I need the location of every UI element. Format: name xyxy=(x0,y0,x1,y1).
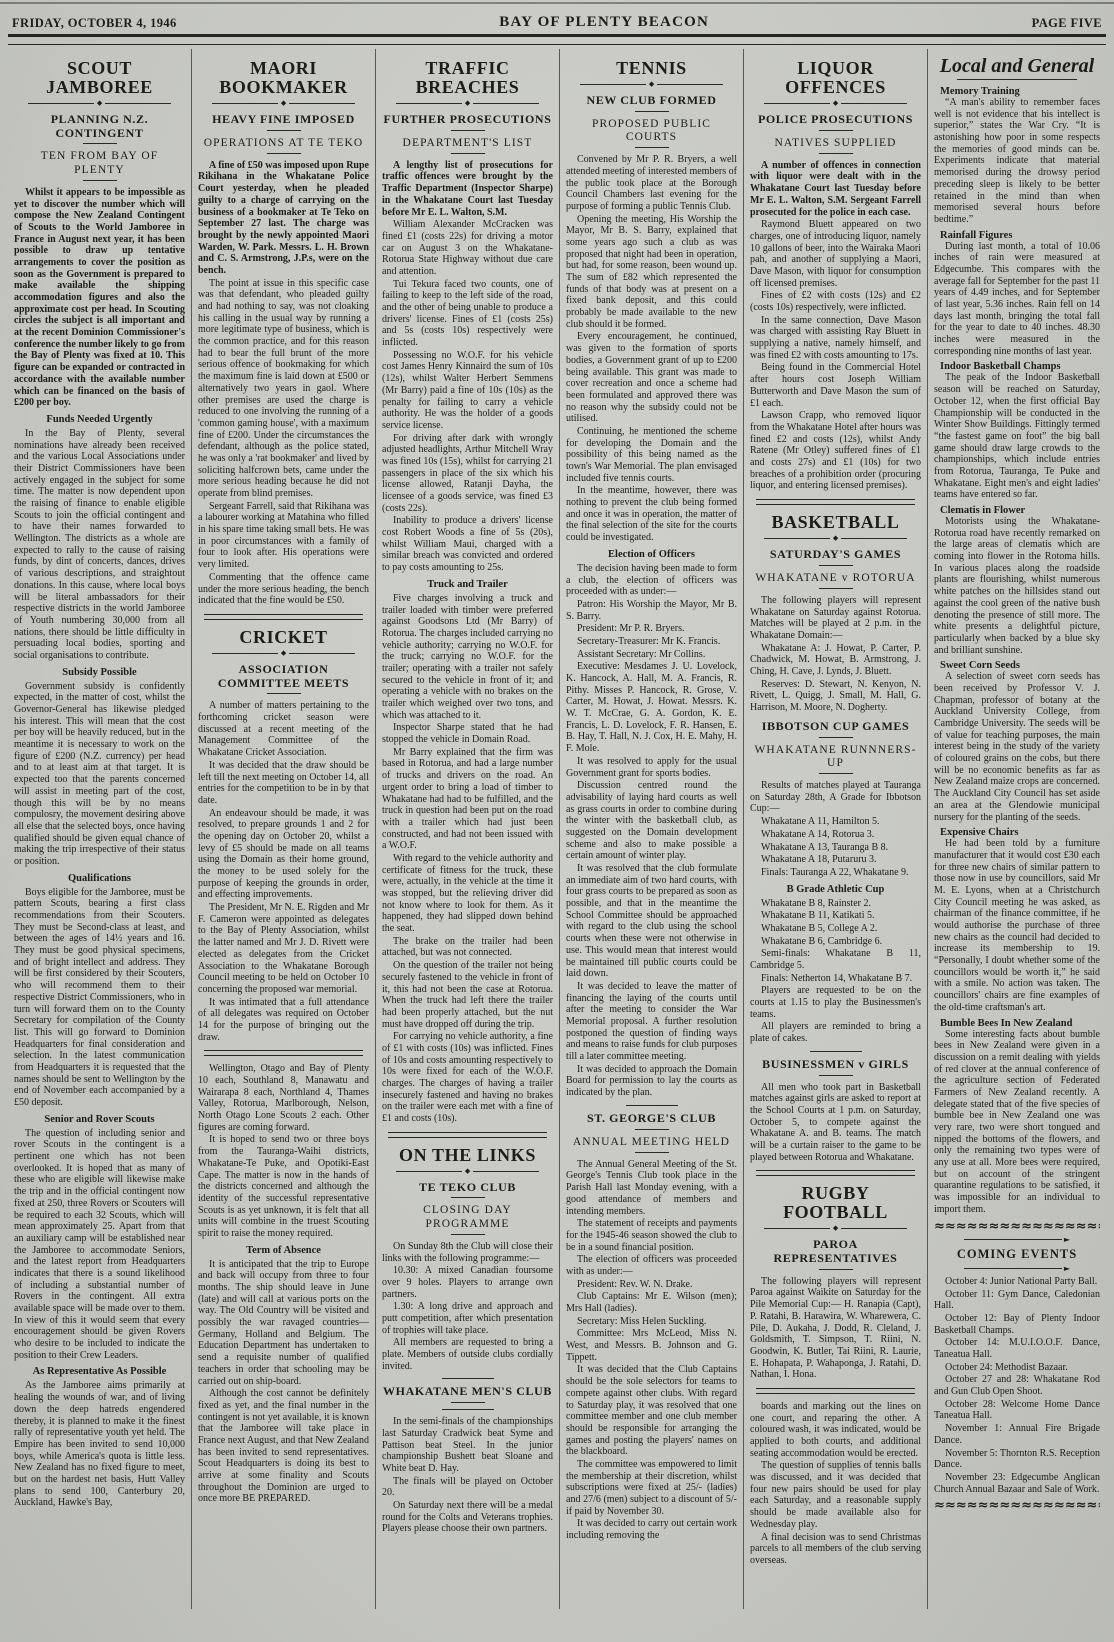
paragraph: October 12: Bay of Plenty Indoor Basketball Champs. xyxy=(934,1312,1100,1336)
section-crosshead: Term of Absence xyxy=(246,1244,321,1256)
paragraph: November 5: Thornton R.S. Reception Dance. xyxy=(934,1447,1100,1471)
paragraph: Five charges involving a truck and trailer loaded with timber were preferred against Goodsons Ltd (Mr Barry) of Rotorua. The charges included carrying no vehicle authority; carrying no W.O.F. for the truck; carrying no W.O.F. for the trailer; operating with a trailer not safely secured to the vehicle in front of it; and operating a vehicle with no brakes on the trailer which weighed over two tons, and which was attached to it. xyxy=(382,592,553,721)
paragraph: The finals will be played on October 20. xyxy=(382,1475,553,1499)
masthead: BAY OF PLENTY BEACON xyxy=(499,14,710,30)
paragraph: Being found in the Commercial Hotel after hours cost Joseph William Butterworth and Dave Mason the sum of £1 each. xyxy=(750,362,921,409)
diamond-ornament-icon: ◆ xyxy=(96,98,103,107)
subhead-rule xyxy=(819,130,853,131)
paragraph: Mr Barry explained that the firm was based in Rotorua, and had a large number of trucks and drivers on the road. An urgent order to bring a load of timber to Whakatane had had to be fulfilled, and the truck in question had been put on the road with a trailer which had just been constructed, and had not been issued with a W.O.F. xyxy=(382,746,553,852)
subhead-rule xyxy=(819,565,853,566)
paragraph: 1.30: A long drive and approach and putt competition, after which presentation of trophies will take place. xyxy=(382,1301,553,1336)
article-headline: ON THE LINKS xyxy=(399,1144,536,1165)
paragraph: Whakatane B 8, Rainster 2. xyxy=(761,897,871,909)
paragraph: A final decision was to send Christmas parcels to all members of the club serving overseas. xyxy=(750,1531,921,1566)
article-subhead: PAROA REPRESENTATIVES xyxy=(773,1237,898,1265)
subhead-rule xyxy=(83,143,117,144)
paragraph: For driving after dark with wrongly adjusted headlights, Arthur Mitchell Wray was fined 10s (15s), whilst for carrying 21 passengers in place of the six which his license allowed, Ratanji Dayha, the licensee of a goods service, was fined £3 (costs 22s). xyxy=(382,432,553,514)
diamond-ornament-icon: ◆ xyxy=(280,648,287,657)
paragraph: The brake on the trailer had been attached, but was not connected. xyxy=(382,935,553,959)
subhead-rule xyxy=(819,588,853,589)
paragraph: October 24: Methodist Bazaar. xyxy=(945,1361,1068,1373)
section-crosshead: Truck and Trailer xyxy=(427,578,508,590)
paragraph: Finals: Netherton 14, Whakatane B 7. xyxy=(761,972,913,984)
paragraph: Reserves: D. Stewart, N. Kenyon, N. Rivett, L. Quigg, J. Small, M. Hall, G. Harrison, M. Moore, N. Dogherty. xyxy=(750,678,921,714)
item-heading: Indoor Basketball Champs xyxy=(940,361,1061,373)
paragraph: October 14: M.U.I.O.O.F. Dance, Taneatua Hall. xyxy=(934,1337,1100,1361)
paragraph: Results of matches played at Tauranga on Saturday 28th, A Grade for Ibbotson Cup:— xyxy=(750,780,921,815)
paragraph: Tui Tekura faced two counts, one of failing to keep to the left side of the road, and the other of being unable to produce a drivers' license. Fines of £1 (costs 25s) and 5s (costs 10s) respectively were inflicted. xyxy=(382,278,553,349)
article-subhead: TE TEKO CLUB xyxy=(418,1179,516,1194)
paragraph: October 27 and 28: Whakatane Rod and Gun Club Open Shoot. xyxy=(934,1374,1100,1398)
paragraph: Some interesting facts about bumble bees in New Zealand were given in a discussion on a remit dealing with yields of red clover at the annual conference of the agriculture section of Federated Farmers of New Zealand recently. A delegate stated that of the five species of bumble bee in New Zealand one was very rare, two were short tongued and nipped the bottoms of the flowers, and only the remaining two types were of any use at all. More bees were required, but on account of the stringent quarantine regulations to be satisfied, it was impossible for an individual to import them. xyxy=(934,1028,1100,1215)
article-headline: RUGBY FOOTBALL xyxy=(783,1183,888,1223)
paragraph: Every encouragement, he continued, was given to the formation of sports bodies, a Government grant of up to £200 being available. This grant was made to cover recreation and once a scheme had been formulated and approved there was no reason why the subsidy could not be utilised. xyxy=(566,331,737,425)
article-headline: SCOUT JAMBOREE xyxy=(46,58,153,97)
article-subhead: IBBOTSON CUP GAMES xyxy=(761,718,910,733)
article-subhead: NEW CLUB FORMED xyxy=(586,92,717,107)
newspaper-column xyxy=(928,49,1106,1609)
paragraph: Whakatane A 13, Tauranga B 8. xyxy=(761,841,889,853)
page-number: PAGE FIVE xyxy=(1031,16,1102,30)
paragraph: November 23: Edgecumbe Anglican Church Annual Bazaar and Sale of Work. xyxy=(934,1471,1100,1495)
paragraph: Whakatane A 14, Rotorua 3. xyxy=(761,828,875,840)
item-heading: Bumble Bees In New Zealand xyxy=(940,1017,1073,1029)
paragraph: All men who took part in Basketball matches against girls are asked to report at the School Courts at 1 p.m. on Saturday, October 5, to compete against the Whakatane A. and B. teams. The match will be a curtain raiser to the game to be played between Rotorua and Whakatane. xyxy=(750,1081,921,1163)
paragraph: The peak of the Indoor Basketball season will be reached on Saturday, October 12, when the first official Bay Championship will be conducted in the Winter Show Buildings. Fittingly termed “the fastest game on foot” the big ball game should draw large crowds to the championships, which include entries from Rotorua, Tauranga, Te Puke and Whakatane. Eight men's and eight ladies' teams have entered so far. xyxy=(934,372,1100,501)
paragraph: It was intimated that a full attendance of all delegates was required on October 14 for the purpose of bringing out the draw. xyxy=(198,996,369,1043)
paragraph: Fines of £2 with costs (12s) and £2 (costs 10s) respectively, were inflicted. xyxy=(750,290,921,314)
section-crosshead: Subsidy Possible xyxy=(62,666,137,678)
paragraph: A selection of sweet corn seeds has been received by Professor V. J. Chapman, professor of botany at the Auckland University College, from Cambridge University. The seeds will be of value for teaching purposes, the main interest being in the study of the variety of coloured grains on the cobs, but there will be no economic benefits as far as New Zealand maize crops are concerned. The Auckland City Council has set aside an area at the Glendowie municipal nursery for the planting of the seeds. xyxy=(934,671,1100,823)
headline-rule xyxy=(212,650,355,657)
diamond-ornament-icon: ◆ xyxy=(464,98,471,107)
newspaper-column xyxy=(8,49,192,1609)
page-columns xyxy=(8,49,1106,1609)
paragraph: Inspector Sharpe stated that he had stopped the vehicle in Domain Road. xyxy=(382,722,553,746)
headline-rule xyxy=(764,100,907,107)
double-rule-separator xyxy=(756,1170,915,1176)
paragraph: All members are requested to bring a plate. Members of outside clubs cordially invited. xyxy=(382,1337,553,1372)
article-subhead-secondary: WHAKATANE v ROTORUA xyxy=(755,571,916,584)
arrow-ornament-icon: ► xyxy=(1063,1263,1070,1273)
paragraph: The decision having been made to form a club, the election of officers was proceeded with as under:— xyxy=(566,562,737,598)
paragraph: With regard to the vehicle authority and certificate of fitness for the truck, these were, actually, in the vehicle at the time it was stopped, but the relieving driver did not know where to look for them. As it happened, they had slipped down behind the seat. xyxy=(382,852,553,935)
article-subhead: POLICE PROSECUTIONS xyxy=(757,111,914,126)
lead-paragraph: A number of offences in connection with liquor were dealt with in the Whakatane Court last Tuesday before Mr E. L. Walton, S.M. Sergeant Farrell prosecuted for the police in each case. xyxy=(750,159,921,218)
article-subhead: ASSOCIATION COMMITTEE MEETS xyxy=(217,661,350,690)
section-crosshead: Funds Needed Urgently xyxy=(46,413,153,425)
headline-rule xyxy=(764,1225,907,1232)
column-title: Local and General xyxy=(939,55,1095,77)
item-heading: Sweet Corn Seeds xyxy=(940,660,1020,672)
article-subhead-secondary: OPERATIONS AT TE TEKO xyxy=(203,136,364,149)
item-heading: Rainfall Figures xyxy=(940,229,1013,241)
paragraph: Government subsidy is confidently expected, in the matter of cost, whilst the Governor-General has likewise pledged his interest. This will mean that the cost per boy will be heavily reduced, but in the meantime it is necessary to work on the figure of £200 (N.Z. currency) per head and to at least aim at that target. It is expected too that the parents concerned will assist in meeting part of the cost, though this will be by no means compulosry, the movement desiring above all else that the selected boys, once having qualified should be given equal chance of making the trip irrespective of their status or position. xyxy=(14,680,185,867)
subhead-rule xyxy=(635,111,669,112)
paragraph: Raymond Bluett appeared on two charges, one of introducing liquor, namely 10 gallons of beer, into the Wairaka Maori pah, and another of supplying a Maori, Dave Mason, with liquor for consumption off licensed premises. xyxy=(750,219,921,289)
paragraph: Secretary: Miss Helen Suckling. xyxy=(577,1315,707,1327)
paragraph: October 4: Junior National Party Ball. xyxy=(945,1275,1098,1287)
paragraph: Patron: His Worship the Mayor, Mr B. S. Barry. xyxy=(566,598,737,622)
page-header xyxy=(8,6,1106,34)
paragraph: It was decided to leave the matter of financing the laying of the courts until after the meeting to consider the War Memorial proposal. A further resolution postponed the question of finding ways and means to raise funds for club purposes till a later committee meeting. xyxy=(566,980,737,1062)
column-title-rule xyxy=(957,79,1077,80)
subhead-rule xyxy=(819,737,853,738)
paragraph: Semi-finals: Whakatane B 11, Cambridge 5. xyxy=(750,948,921,971)
item-heading: Expensive Chairs xyxy=(940,827,1019,839)
paragraph: On Saturday next there will be a medal round for the Colts and Veterans trophies. Players please choose their own partners. xyxy=(382,1500,553,1535)
article-subhead: FURTHER PROSECUTIONS xyxy=(383,111,552,126)
article-headline: CRICKET xyxy=(239,626,328,647)
paragraph: It was resolved that the club formulate an immediate aim of two hard courts, with four grass courts to be prepared as soon as possible, and that in the meantime the School Committee should be approached with regard to the club using the school courts when these were not otherwise in use. This would mean that interest would be maintained till public courts could be laid down. xyxy=(566,863,737,980)
paragraph: It is hoped to send two or three boys from the Tauranga-Waihi districts, Whakatane-Te Puke, and Opotiki-East Cape. The matter is now in the hands of the districts concerned and although the identity of the successful representative Scouts is as yet unknown, it is felt that all units will combine in the truest Scouting spirit to raise the money required. xyxy=(198,1134,369,1239)
short-rule-separator xyxy=(626,1105,678,1106)
paragraph: The question of including senior and rover Scouts in the contingent is a pertinent one which has not been overlooked. It is hoped that as many of these who are eligible will likewise make the trip and in the official contingent now fixed at 250, three Rovers or Scouters will be required to each 32 Scouts, which will mean approximately 25. Apart from that an auxiliary camp will be established near the Jamboree to accommodate Seniors, and the latest report from Headquarters indicates that there is a sound likelihood of including a substantial number of Rovers in the contingent. All extra available space will be made over to them. In view of this it would seem that every encouragement should be given Rovers who desire to be included to indicate the position to their Crew Leaders. xyxy=(14,1127,185,1361)
paragraph: Whakatane A: J. Howat, P. Carter, P. Chadwick, M. Howat, B. Armstrong, J. Ching, H. Cave, J. Lynds, J. Bluett. xyxy=(750,642,921,678)
paragraph: The election of officers was proceeded with as under:— xyxy=(566,1254,737,1277)
paragraph: The President, Mr N. E. Rigden and Mr F. Cameron were appointed as delegates to the Bay of Plenty Association, whilst the latter named and Mr J. D. Rivett were elected as delegates from the Cricket Association to the Whakatane Borough Council meeting to be held on October 10 concerning the proposed war memorial. xyxy=(198,902,369,995)
paragraph: William Alexander McCracken was fined £1 (costs 22s) for driving a motor car on August 3 on the Whakatane-Rotorua State Highway without due care and attention. xyxy=(382,219,553,277)
article-subhead: ST. GEORGE'S CLUB xyxy=(586,1110,716,1125)
headline-rule xyxy=(28,100,171,107)
paragraph: Club Captains: Mr E. Wilson (men); Mrs Hall (ladies). xyxy=(566,1291,737,1315)
article-headline: BASKETBALL xyxy=(771,512,900,533)
paragraph: boards and marking out the lines on one court, and reparing the other. A coloured wash, it was indicated, would be applied to both courts, and additional seating accommodation would be erected. xyxy=(750,1400,921,1459)
paragraph: It was decided to carry out certain work including removing the xyxy=(566,1518,737,1542)
paragraph: Possessing no W.O.F. for his vehicle cost James Henry Kinnaird the sum of 10s (12s), whilst Walter Herbert Semmens (Mr Barry) paid a fine of 10s (10s) as the penalty for failing to carry a vehicle authority. He was the holder of a goods service license. xyxy=(382,349,553,431)
paragraph: President: Rev. W. N. Drake. xyxy=(577,1278,693,1290)
rope-ornament-rule xyxy=(934,1222,1100,1232)
article-subhead: HEAVY FINE IMPOSED xyxy=(212,111,355,126)
paragraph: Although the cost cannot be definitely fixed as yet, and the final number in the contingent is not yet available, it is known that the Jamboree will take place in France next August, and that New Zealand has been invited to send representatives. Scout Headquarters is doing its best to arrive at some finality and Scouts throughout the Dominion are urged to once more BE PREPARED. xyxy=(198,1388,369,1505)
paragraph: It was decided that the Club Captains should be the sole selectors for teams to compete against other clubs. With regard to Saturday play, it was resolved that one committee member and one club member should be responsible for arranging the games and posting the players' names on the blackboard. xyxy=(566,1364,737,1458)
item-heading: Clematis in Flower xyxy=(940,505,1026,516)
double-rule-separator xyxy=(756,499,915,505)
paragraph: Discussion centred round the advisability of laying hard courts as well as grass courts in order to combine during the winter with the basketball club, as suggested on the Domain development scheme and also to make possible a certain amount of winter play. xyxy=(566,780,737,862)
paragraph: Opening the meeting, His Worship the Mayor, Mr B. S. Barry, explained that some years ago such a club as was proposed that night had been in operation, but had, for some reason, been wound up. The sum of £82 which represented the funds of that body was at present on a fixed bank deposit, and this could probably be made available to the new club should it be formed. xyxy=(566,213,737,330)
paragraph: Commenting that the offence came under the more serious heading, the bench indicated that the fine would be £50. xyxy=(198,571,369,607)
paragraph: 10.30: A mixed Canadian foursome over 9 holes. Players to arrange own partners. xyxy=(382,1265,553,1300)
paragraph: October 11: Gym Dance, Caledonian Hall. xyxy=(934,1288,1100,1312)
paragraph: During last month, a total of 10.06 inches of rain were measured at Edgecumbe. This compares with the average fall for September for the past 11 years of 4.49 inches, and for September of last year, 5.36 inches. Rain fell on 14 days last month, bringing the total fall for the year to date to 40 inches. 48.30 inches were measured in the corresponding nine months of last year. xyxy=(934,240,1100,357)
coming-events-heading: COMING EVENTS xyxy=(956,1246,1078,1261)
arrow-rule xyxy=(964,1236,1070,1244)
paragraph: On the question of the trailer not being securely fastened to the vehicle in front of it, this had not been the case at Rotorua. When the truck had left there the trailer had been properly attached, but the nut must have dropped off during the trip. xyxy=(382,960,553,1030)
article-headline: MAORI BOOKMAKER xyxy=(219,58,348,97)
paragraph: A number of matters pertaining to the forthcoming cricket season were discussed at a recent meeting of the Management Committee of the Whakatane Cricket Association. xyxy=(198,700,369,759)
header-rule xyxy=(8,34,1106,45)
paragraph: On Sunday 8th the Club will close their links with the following programme:— xyxy=(382,1240,553,1264)
paragraph: Finals: Tauranga A 22, Whakatane 9. xyxy=(761,866,909,878)
paragraph: For carrying no vehicle authority, a fine of £1 with costs (10s) was inflicted. Fines of 10s and costs amounting respectively to 10s were fixed for each of the W.O.F. charges. The charges of having a trailer insecurely fastened and having no brakes on the trailer were each met with a fine of £1 and costs (10s). xyxy=(382,1031,553,1125)
paragraph: It was decided to approach the Domain Board for permission to lay the courts as indicated by the plan. xyxy=(566,1063,737,1099)
subhead-rule xyxy=(267,130,301,131)
short-rule-separator xyxy=(442,1409,494,1410)
paragraph: Lawson Crapp, who removed liquor from the Whakatane Hotel after hours was fined £2 and costs (12s), whilst Andy Ratene (Mr Otley) suffered fines of £1 and costs 27s) and £1 (10s) for two breaches of a prohibition order (procuring liquor, and entering licensed premises). xyxy=(750,410,921,492)
paragraph: “A man's ability to remember faces well is not evidence that his intellect is superior,” states the War Cry. “It is astonishing how poor in some respects the memories of good minds can be. Experiments indicate that material memorised during the drowsy period preceding sleep is likely to be better retained in the mind than when memorised several hours before bedtime.” xyxy=(934,97,1100,225)
paragraph: The following players will represent Paroa against Waikite on Saturday for the Pile Memorial Cup:— H. Ranapia (Capt), P. Ratahi, B. Harawira, W. Wharewera, C. Pile, D. Aukaha, J. Dodd, R. Cleland, J. Goldsmith, T. Simpson, T. Riini, N. Goodwin, K. Butler, Tai Riini, R. Laurie, E. Hohapata, P. Wahaponga, J. Ratahi, D. Nathan, I. Hona. xyxy=(750,1275,921,1381)
double-rule-separator xyxy=(204,614,363,620)
section-crosshead: Qualifications xyxy=(67,872,131,884)
paragraph: Committee: Mrs McLeod, Miss N. West, and Messrs. B. Johnson and G. Tippett. xyxy=(566,1328,737,1363)
article-subhead-secondary: DEPARTMENT'S LIST xyxy=(402,136,533,149)
headline-rule xyxy=(580,81,723,88)
paragraph: Whakatane A 11, Hamilton 5. xyxy=(761,816,880,828)
paragraph: Whakatane B 6, Cambridge 6. xyxy=(761,935,883,947)
paragraph: November 1: Annual Fire Brigade Dance. xyxy=(934,1423,1100,1446)
subhead-rule xyxy=(635,147,669,148)
paragraph: Inability to produce a drivers' license cost Robert Woods a fine of 5s (20s), whilst William Maui, charged with a similar breach was convicted and ordered to pay costs amounting to 25s. xyxy=(382,515,553,574)
paragraph: An endeavour should be made, it was resolved, to prepare grounds 1 and 2 for the opening day on October 20, whilst a levy of £5 should be made on all teams using the Domain as their home ground, the money to be used solely for the purpose of keeping the grounds in order, and effecting improvements. xyxy=(198,807,369,901)
paragraph: Assistant Secretary: Mr Collins. xyxy=(577,648,706,660)
short-rule-separator xyxy=(442,1378,494,1379)
paragraph: The following players will represent Whakatane on Saturday against Rotorua. Matches will be played at 2 p.m. in the Whakatane Domain:— xyxy=(750,594,921,642)
lead-paragraph: A fine of £50 was imposed upon Rupe Rikihana in the Whakatane Police Court yesterday, when he pleaded guilty to a charge of carrying on the business of a bookmaker at Te Teko on September 27 last. The charge was brought by the newly appointed Maori Warden, W. Park. Messrs. L. H. Brown and C. S. Armstrong, J.P.s, were on the bench. xyxy=(198,159,369,276)
article-subhead: BUSINESSMEN v GIRLS xyxy=(762,1056,909,1071)
paragraph: Continuing, he mentioned the scheme for developing the Domain and the possibility of this being named as the town's War Memorial. The plan envisaged included five tennis courts. xyxy=(566,425,737,484)
article-subhead-secondary: NATIVES SUPPLIED xyxy=(774,136,897,149)
subhead-rule xyxy=(635,1152,669,1153)
rope-ornament-rule xyxy=(934,1501,1100,1511)
article-subhead-secondary: CLOSING DAY PROGRAMME xyxy=(423,1204,512,1230)
newspaper-column xyxy=(560,49,744,1609)
paragraph: October 28: Welcome Home Dance Taneatua Hall. xyxy=(934,1398,1100,1422)
article-headline: TRAFFIC BREACHES xyxy=(415,58,520,97)
double-rule-separator xyxy=(756,1388,915,1394)
paragraph: Sergeant Farrell, said that Rikihana was a labourer working at Matahina who filled in his spare time taking small bets. He was in poor circumstances with a family of four to look after. His operations were very limited. xyxy=(198,500,369,571)
double-rule-separator xyxy=(388,1132,547,1138)
diamond-ornament-icon: ◆ xyxy=(832,98,839,107)
paragraph: The Annual General Meeting of the St. George's Tennis Club took place in the Parish Hall last Monday evening, with a good attendance of members and intending members. xyxy=(566,1158,737,1217)
section-crosshead: Election of Officers xyxy=(608,548,695,560)
paragraph: In the semi-finals of the championships last Saturday Cradwick beat Syme and Pattison beat Steel. In the junior championship Bushett beat Sloane and White beat D. Hay. xyxy=(382,1416,553,1475)
article-subhead: SATURDAY'S GAMES xyxy=(769,546,902,561)
article-subhead-secondary: PROPOSED PUBLIC COURTS xyxy=(591,117,712,143)
diamond-ornament-icon: ◆ xyxy=(280,98,287,107)
arrow-ornament-icon: ► xyxy=(1063,1234,1070,1244)
subhead-rule xyxy=(451,1197,485,1198)
diamond-ornament-icon: ◆ xyxy=(648,79,655,88)
subhead-rule xyxy=(451,130,485,131)
arrow-rule xyxy=(964,1265,1070,1273)
page-date: FRIDAY, OCTOBER 4, 1946 xyxy=(12,16,177,30)
paragraph: It is anticipated that the trip to Europe and back will occupy from three to four months. The ship should leave in June (late) and will call at various ports on the way. The Old Country will be visited and possibly the war ravaged countries—Germany, Holland and Belgium. The Education Department has undertaken to send a requisite number of qualified teachers in order that schooling may be carried out on ship-board. xyxy=(198,1258,369,1387)
section-crosshead: B Grade Athletic Cup xyxy=(786,883,885,895)
paragraph: It was resolved to apply for the usual Government grant for sports bodies. xyxy=(566,755,737,779)
subhead-rule xyxy=(819,773,853,774)
subhead-rule xyxy=(819,1269,853,1270)
short-rule-separator xyxy=(810,1051,862,1052)
headline-rule xyxy=(764,535,907,542)
article-subhead: WHAKATANE MEN'S CLUB xyxy=(383,1384,552,1399)
article-headline: TENNIS xyxy=(616,58,687,78)
paragraph: Whakatane A 18, Putaruru 3. xyxy=(761,854,877,866)
newspaper-column xyxy=(192,49,376,1609)
paragraph: Whakatane B 5, College A 2. xyxy=(761,922,878,934)
subhead-rule xyxy=(83,180,117,181)
paragraph: The committee was empowered to limit the membership at their discretion, whilst subscriptions were fixed at 25/- (ladies) and 27/6 (men) subject to a discount of 5/- if paid by November 30. xyxy=(566,1458,737,1517)
subhead-rule xyxy=(451,1402,485,1403)
paragraph: As the Jamboree aims primarily at healing the wounds of war, and of living down the deep hatreds engendered thereby, it is planned to make it the finest rally of representative youth yet held. The Empire has been invited to send 10,000 boys, while America's quota is little less. New Zealand has no fixed figure to meet, but on the hardest net basis, Hutt Valley plans to send 100, Canterbury 20, Auckland, Hawke's Bay, xyxy=(14,1380,185,1509)
section-crosshead: Senior and Rover Scouts xyxy=(44,1113,155,1125)
paragraph: Executive: Mesdames J. U. Lovelock, K. Hancock, A. Hall, M. A. Francis, R. Pithy. Misses P. Hancock, R. Grose, V. Carter, M. Howat, J. Howat. Messrs. K. W. T. McCrae, G. A. Gordon, K. E. Francis, L. D. Lovelock, F. R. Hansen, E. B. Hay, T. Hall, N. J. Cox, H. E. Mahy, H. F. Mole. xyxy=(566,661,737,755)
article-subhead-secondary: WHAKATANE RUNNNERS-UP xyxy=(754,743,917,769)
article-headline: LIQUOR OFFENCES xyxy=(785,58,886,97)
item-heading: Memory Training xyxy=(940,86,1020,97)
paragraph: Wellington, Otago and Bay of Plenty 10 each, Southland 8, Manawatu and Wairarapa 8 each, Northland 4, Thames Valley, Rotorua, Marlborough, Nelson, North Otago Lone Scouts 2 each. Other figures are coming forward. xyxy=(198,1063,369,1133)
headline-rule xyxy=(396,1168,539,1175)
subhead-rule xyxy=(267,153,301,154)
paragraph: The statement of receipts and payments for the 1945-46 season showed the club to be in a sound financial position. xyxy=(566,1218,737,1253)
subhead-rule xyxy=(451,1234,485,1235)
subhead-rule xyxy=(451,153,485,154)
paragraph: Boys eligible for the Jamboree, must be pattern Scouts, bearing a first class recommendations from their Scouters. They must be Second-class at least, and between the ages of 14½ years and 16. They must be good physical specimens, and of bright intellect and address. They will be first considered by their Scouters, who will recommend them to their respective District Commissioners, who in turn will forward them on to the County Secretary for compilation of the County list. This will go forward to Dominion Headquarters for final consideration and selection. In the latest communication from Headquarters it is requested that the names should be sent to Wellington by the end of November each accompanied by a £50 deposit. xyxy=(14,886,185,1108)
paragraph: In the same connection, Dave Mason was charged with assisting Ray Bluett in supplying a native, namely himself, and was fined £2 with costs amounting to 17s. xyxy=(750,314,921,361)
lead-paragraph: A lengthy list of prosecutions for traffic offences were brought by the Traffic Department (Inspector Sharpe) in the Whakatane Court last Tuesday before Mr E. L. Walton, S.M. xyxy=(382,159,553,218)
double-rule-separator xyxy=(204,1050,363,1056)
subhead-rule xyxy=(635,1129,669,1130)
paragraph: Secretary-Treasurer: Mr K. Francis. xyxy=(577,635,721,647)
newspaper-column xyxy=(376,49,560,1609)
paragraph: President: Mr P. R. Bryers. xyxy=(577,623,685,635)
paragraph: He had been told by a furniture manufacturer that it would cost £30 each for three new chairs of similar pattern to those now in use by councillors, said Mr M. E. Lyons, when at a Christchurch City Council meeting he was asked, as chairman of the finance committee, if he would authorise the purchase of three new chairs as the council had decided to increase its membership to 19. “Personally, I doubt whether some of the councillors would be worth it,” he said with a smile. No action was taken. The councillors' chairs are fine examples of the old-time craftsman's art. xyxy=(934,838,1100,1013)
subhead-rule xyxy=(819,1075,853,1076)
diamond-ornament-icon: ◆ xyxy=(464,1166,471,1175)
diamond-ornament-icon: ◆ xyxy=(832,1224,839,1233)
lead-paragraph: Whilst it appears to be impossible as yet to discover the number which will compose the New Zealand Contingent of Scouts to the World Jamboree in France in August next year, it has been possible to draw up tentative arrangements to cover the position as soon as the Government is prepared to make available the shipping accommodation figures and also the approximate cost per head. In Scouting circles the subject is all important and at the recent Dominion Commissioner's conference the number likely to go from the Bay of Plenty was fixed at 10. This figure can be expanded or contracted in accordance with the available number which can be financed on the basis of £200 per boy. xyxy=(14,186,185,409)
paragraph: The point at issue in this specific case was that defendant, who pleaded guilty and had nothing to say, was not cloaking his calling in the usual way by running a more legitimate type of business, which is the common practice, and for this reason had to bear the full brunt of the more serious offence of bookmaking for which the maximum fine is laid down at £500 or alternatively two years in gaol. Where other premises are used the charge is reduced to one involving the running of a 'common gaming house', with a maximum fine of £200. Under the circumstances the defendant, although as the police stated, he was only a 'rat bookmaker' and lived by soliciting halfcrown bets, came under the more serious heading because he did not operate from blind premises. xyxy=(198,277,369,500)
headline-rule xyxy=(396,100,539,107)
paragraph: The question of supplies of tennis balls was discussed, and it was decided that four new pairs should be used for play each Saturday, and a reasonable supply should be made available also for Wednesday play. xyxy=(750,1460,921,1530)
paragraph: Motorists using the Whakatane-Rotorua road have recently remarked on the large areas of clematis which are coming into flower in the Rotoma hills. In various places along the roadside plants are flourishing, whilst numerous white patches on the hillsides stand out against the cool green of the native bush denoting the presence of still more. The white presents a delightful picture, particularly when backed by a blue sky and brilliant sunshine. xyxy=(934,516,1100,656)
article-subhead-secondary: TEN FROM BAY OF PLENTY xyxy=(40,150,159,176)
paragraph: Whakatane B 11, Katikati 5. xyxy=(761,910,875,922)
paragraph: Players are requested to be on the courts at 1.15 to play the Businessmen's teams. xyxy=(750,985,921,1020)
paragraph: In the Bay of Plenty, several nominations have already been received and the various Local Associations under their District Commissioners have been actively engaged in the subject for some time. The matter is now dependent upon the raising of finance to enable eligible Scouts to join the official contingent and to have their names forwarded to Wellington. The districts as a whole are expected to rally to the cause of raising funds, by dint of concerts, dances, drives of various descriptions, and straightout donations. In this cause, where local boys will be literal ambassadors for their respective districts in the world Jamboree of Youth numbering 30,000 from all nations, there should be little difficulty in persuading local bodies, sporting and social organisations to contribute. xyxy=(14,427,185,661)
diamond-ornament-icon: ◆ xyxy=(832,533,839,542)
subhead-rule xyxy=(267,693,301,694)
paragraph: Convened by Mr P. R. Bryers, a well attended meeting of interested members of the public took place at the Borough Council Chambers last evening for the purpose of forming a public Tennis Club. xyxy=(566,154,737,212)
section-crosshead: As Representative As Possible xyxy=(32,1366,167,1378)
headline-rule xyxy=(212,100,355,107)
paragraph: All players are reminded to bring a plate of cakes. xyxy=(750,1021,921,1045)
paragraph: In the meantime, however, there was nothing to prevent the club being formed and once it was in operation, the matter of the final selection of the site for the courts could be investigated. xyxy=(566,485,737,544)
article-subhead-secondary: ANNUAL MEETING HELD xyxy=(572,1135,731,1148)
subhead-rule xyxy=(819,153,853,154)
article-subhead: PLANNING N.Z. CONTINGENT xyxy=(50,111,149,140)
paragraph: It was decided that the draw should be left till the next meeting on October 14, all entries for the competition to be in by that date. xyxy=(198,759,369,806)
newspaper-column xyxy=(744,49,928,1609)
